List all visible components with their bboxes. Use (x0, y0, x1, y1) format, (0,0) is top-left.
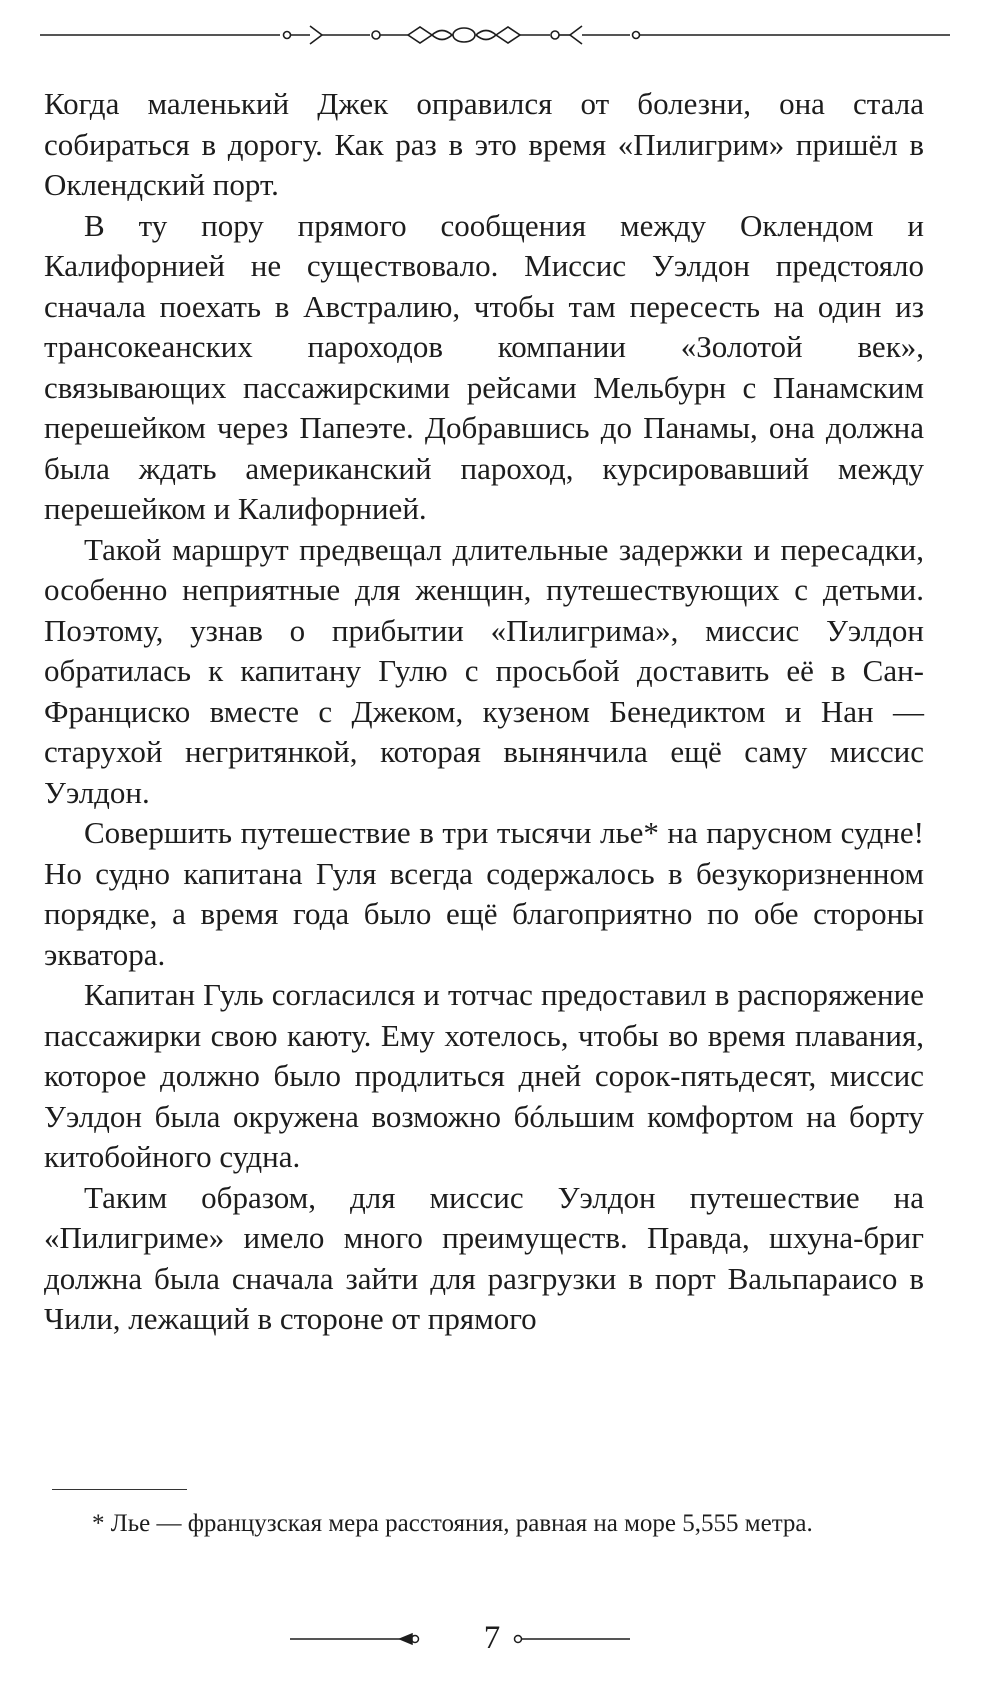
paragraph-1: Когда маленький Джек оправился от болезни, она стала собираться в дорогу. Как раз в это время «Пилигрим» пришёл в Оклендский порт. (44, 86, 924, 202)
paragraph-4: Совершить путешествие в три тысячи лье* на парусном судне! Но судно капитана Гуля всегда содержалось в безукоризненном порядке, а время года было ещё благоприятно по обе стороны экватора. (44, 815, 924, 972)
paragraph-2: В ту пору прямого сообщения между Оклендом и Калифорнией не существовало. Миссис Уэлдон предстояло сначала поехать в Австралию, чтобы там пересесть на один из трансокеанских пароходов компании «Золотой век», связывающих пассажирскими рейсами Мельбурн с Панамским перешейком через Папеэте. Добравшись до Панамы, она должна была ждать американский пароход, курсировавший между перешейком и Калифорнией. (44, 207, 924, 526)
header-ornament (40, 12, 950, 52)
page-number: 7 (483, 1620, 501, 1656)
paragraph-3: Такой маршрут предвещал длительные задержки и пересадки, особенно неприятные для женщин, путешествующих с детьми. Поэтому, узнав о прибытии «Пилигрима», миссис Уэлдон обратилась к капитану Гулю с просьбой доставить её в Сан-Франциско вместе с Джеком, кузеном Бенедиктом и Нан — старухой негритянкой, которая вынянчила ещё саму миссис Уэлдон. (44, 531, 924, 810)
paragraph-5: Капитан Гуль согласился и тотчас предоставил в распоряжение пассажирки свою каюту. Ему хотелось, чтобы во время плавания, которое должно было продлиться дней сорок-пятьдесят, миссис Уэлдон была окружена возможно бóльшим комфортом на борту китобойного судна. (44, 977, 924, 1174)
footnote: * Лье — французская мера расстояния, равная на море 5,555 метра. (92, 1510, 813, 1537)
footnote-divider (52, 1489, 187, 1490)
main-text (44, 84, 924, 1340)
paragraph-6: Таким образом, для миссис Уэлдон путешествие на «Пилигриме» имело много преимуществ. Правда, шхуна-бриг должна была сначала зайти для разгрузки в порт Вальпараисо в Чили, лежащий в стороне от прямого (44, 1179, 924, 1336)
